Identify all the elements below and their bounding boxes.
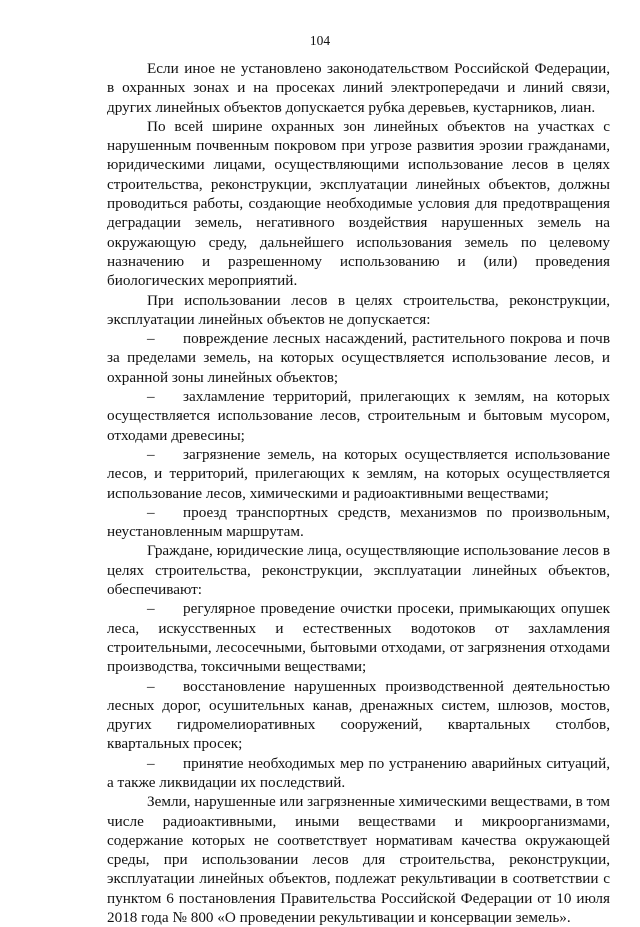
list-dash: – (147, 388, 155, 406)
list-dash: – (147, 330, 155, 348)
paragraph-obligations-intro: Граждане, юридические лица, осуществляющие использование лесов в целях строительства, реконструкции, эксплуатации линейных объектов, обеспечивают: (107, 542, 610, 599)
list-item-text: проезд транспортных средств, механизмов по произвольным, неустановленным маршрутам. (107, 503, 610, 541)
list-dash: – (147, 503, 155, 521)
paragraph-logging-permission: Если иное не установлено законодательством Российской Федерации, в охранных зонах и на просеках линий электропередачи и линий связи, других линейных объектов допускается рубка деревьев, кустарников, лиан. (107, 60, 610, 116)
list-item-text: загрязнение земель, на которых осуществляется использование лесов, и территорий, прилегающих к землям, на которых осуществляется использование лесов, химическими и радиоактивными веществами; (107, 445, 610, 502)
list-item-text: захламление территорий, прилегающих к землям, на которых осуществляется использование лесов, строительным и бытовым мусором, отходами древесины; (107, 388, 610, 444)
list-dash: – (147, 677, 155, 695)
list-item (107, 329, 610, 387)
paragraph-prohibitions-intro: При использовании лесов в целях строительства, реконструкции, эксплуатации линейных объектов не допускается: (107, 291, 610, 328)
paragraph-erosion-works: По всей ширине охранных зон линейных объектов на участках с нарушенным почвенным покровом при угрозе развития эрозии гражданами, юридическими лицами, осуществляющими использование лесов в целях строительства, реконструкции, эксплуатации линейных объектов, должны проводиться работы, создающие необходимые условия для предотвращения деградации земель, негативного воздействия нарушенных земель на окружающую среду, дальнейшего использования земель по целевому назначению и разрешенному использованию и (или) проведения биологических мероприятий. (107, 117, 610, 290)
list-item-text: принятие необходимых мер по устранению аварийных ситуаций, а также ликвидации их последствий. (107, 754, 610, 791)
list-item-text: повреждение лесных насаждений, растительного покрова и почв за пределами земель, на которых осуществляется использование лесов, и охранной зоны линейных объектов; (107, 330, 610, 386)
paragraph-recultivation: Земли, нарушенные или загрязненные химическими веществами, в том числе радиоактивными, иными веществами и микроорганизмами, содержание которых не соответствует нормативам качества окружающей среды, при использовании лесов для строительства, реконструкции, эксплуатации линейных объектов, подлежат рекультивации в соответствии с пунктом 6 постановления Правительства Российской Федерации от 10 июля 2018 года № 800 «О проведении рекультивации и консервации земель». (107, 793, 610, 927)
list-dash: – (147, 445, 155, 463)
page-number: 104 (309, 33, 331, 48)
list-item (107, 445, 610, 503)
list-item (107, 754, 610, 793)
list-item-text: регулярное проведение очистки просеки, примыкающих опушек леса, искусственных и естественных водотоков от захламления строительными, лесосечными, бытовыми отходами, от загрязнения отходами производства, токсичными веществами; (107, 600, 610, 676)
list-item (107, 503, 610, 542)
list-item (107, 387, 610, 445)
list-item (107, 677, 610, 754)
list-dash: – (147, 600, 155, 618)
list-dash: – (147, 754, 155, 772)
list-item-text: восстановление нарушенных производственной деятельностью лесных дорог, осушительных канав, дренажных систем, шлюзов, мостов, других гидромелиоративных сооружений, квартальных столбов, квартальных просек; (107, 677, 610, 753)
body-text (107, 59, 610, 927)
list-item (107, 599, 610, 676)
